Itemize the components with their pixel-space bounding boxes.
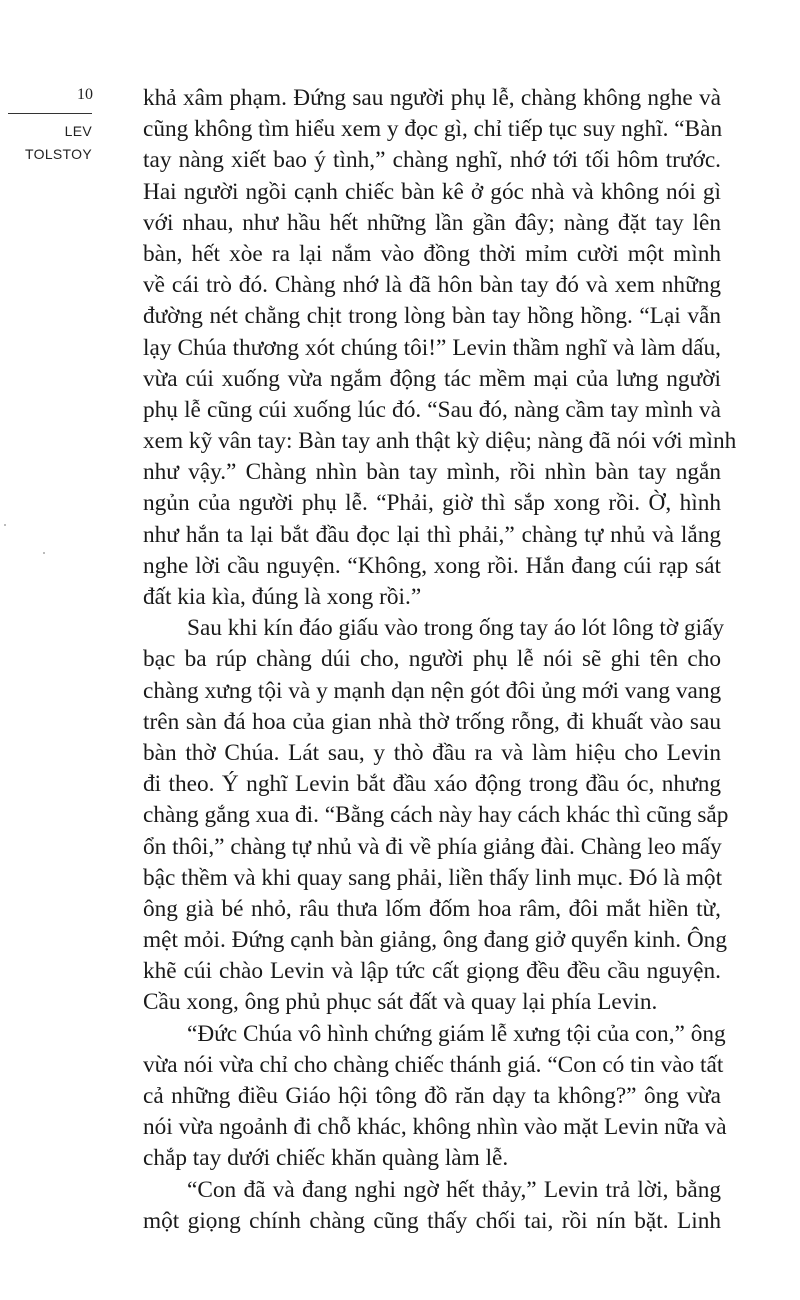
text-line: chàng gắng xua đi. “Bằng cách này hay cách khác thì cũng sắp [143, 802, 729, 829]
text-line: khẽ cúi chào Levin và lập tức cất giọng đều đều cầu nguyện. [143, 958, 721, 985]
text-line: như hắn ta lại bắt đầu đọc lại thì phải,” chàng tự nhủ và lắng [143, 521, 721, 548]
text-line: bàn, hết xòe ra lại nắm vào đồng thời mỉm cười một mình [143, 240, 721, 267]
text-line: vừa nói vừa chỉ cho chàng chiếc thánh giá. “Con có tin vào tất [143, 1051, 724, 1078]
margin-rule [8, 113, 92, 114]
text-line: “Đức Chúa vô hình chứng giám lễ xưng tội của con,” ông [187, 1020, 726, 1047]
text-line: ổn thôi,” chàng tự nhủ và đi về phía giảng đài. Chàng leo mấy [143, 833, 722, 860]
text-line: về cái trò đó. Chàng nhớ là đã hôn bàn tay đó và xem những [143, 272, 721, 299]
text-line: với nhau, như hầu hết những lần gần đây; nàng đặt tay lên [143, 209, 721, 236]
text-line: chắp tay dưới chiếc khăn quàng làm lễ. [143, 1145, 509, 1172]
text-line: đi theo. Ý nghĩ Levin bắt đầu xáo động trong đầu óc, nhưng [143, 771, 721, 798]
text-line: Cầu xong, ông phủ phục sát đất và quay lại phía Levin. [143, 989, 658, 1016]
text-line: chàng xưng tội và y mạnh dạn nện gót đôi ủng mới vang vang [143, 677, 722, 704]
text-line: một giọng chính chàng cũng thấy chối tai, rồi nín bặt. Linh [143, 1207, 721, 1234]
author-last-name: TOLSTOY [25, 146, 92, 162]
paragraph [143, 1175, 721, 1237]
text-line: ông già bé nhỏ, râu thưa lốm đốm hoa râm, đôi mắt hiền từ, [143, 895, 721, 922]
text-line: bàn thờ Chúa. Lát sau, y thò đầu ra và làm hiệu cho Levin [143, 739, 721, 766]
text-line: “Con đã và đang nghi ngờ hết thảy,” Levin trả lời, bằng [187, 1176, 721, 1203]
text-line: nghe lời cầu nguyện. “Không, xong rồi. Hắn đang cúi rạp sát [143, 552, 721, 579]
text-line: khả xâm phạm. Đứng sau người phụ lễ, chàng không nghe và [143, 85, 721, 111]
text-line: cũng không tìm hiểu xem y đọc gì, chỉ tiếp tục suy nghĩ. “Bàn [143, 116, 723, 143]
text-line: phụ lễ cũng cúi xuống lúc đó. “Sau đó, nàng cầm tay mình và [143, 396, 721, 423]
text-line: vừa cúi xuống vừa ngắm động tác mềm mại của lưng người [143, 365, 721, 392]
body-text [143, 83, 737, 1237]
scan-speck [4, 524, 6, 526]
text-line: đường nét chằng chịt trong lòng bàn tay hồng hồng. “Lại vẫn [143, 303, 721, 330]
text-line: bạc ba rúp chàng dúi cho, người phụ lễ nói sẽ ghi tên cho [143, 646, 721, 673]
text-line: xem kỹ vân tay: Bàn tay anh thật kỳ diệu; nàng đã nói với mình [143, 428, 737, 455]
paragraph [143, 613, 729, 1018]
text-line: ngủn của người phụ lễ. “Phải, giờ thì sắp xong rồi. Ờ, hình [143, 490, 721, 517]
page-number: 10 [77, 86, 93, 103]
running-head-author [0, 120, 92, 166]
text-line: Sau khi kín đáo giấu vào trong ống tay áo lót lông tờ giấy [187, 615, 725, 642]
text-line: lạy Chúa thương xót chúng tôi!” Levin thầm nghĩ và làm dấu, [143, 334, 721, 361]
text-line: tay nàng xiết bao ý tình,” chàng nghĩ, nhớ tới tối hôm trước. [143, 147, 721, 174]
text-line: trên sàn đá hoa của gian nhà thờ trống rỗng, đi khuất vào sau [143, 708, 721, 735]
scan-speck [43, 552, 45, 554]
text-line: cả những điều Giáo hội tông đồ răn dạy ta không?” ông vừa [143, 1083, 721, 1109]
text-line: bậc thềm và khi quay sang phải, liền thấy linh mục. Đó là một [143, 864, 723, 891]
author-first-name: LEV [64, 123, 92, 139]
paragraph [143, 83, 737, 613]
text-line: như vậy.” Chàng nhìn bàn tay mình, rồi nhìn bàn tay ngắn [143, 459, 721, 486]
text-line: Hai người ngồi cạnh chiếc bàn kê ở góc nhà và không nói gì [143, 178, 721, 205]
text-line: nói vừa ngoảnh đi chỗ khác, không nhìn vào mặt Levin nữa và [143, 1114, 727, 1141]
text-line: mệt mỏi. Đứng cạnh bàn giảng, ông đang giở quyển kinh. Ông [143, 927, 727, 954]
paragraph [143, 1019, 727, 1175]
text-line: đất kia kìa, đúng là xong rồi.” [143, 584, 422, 610]
